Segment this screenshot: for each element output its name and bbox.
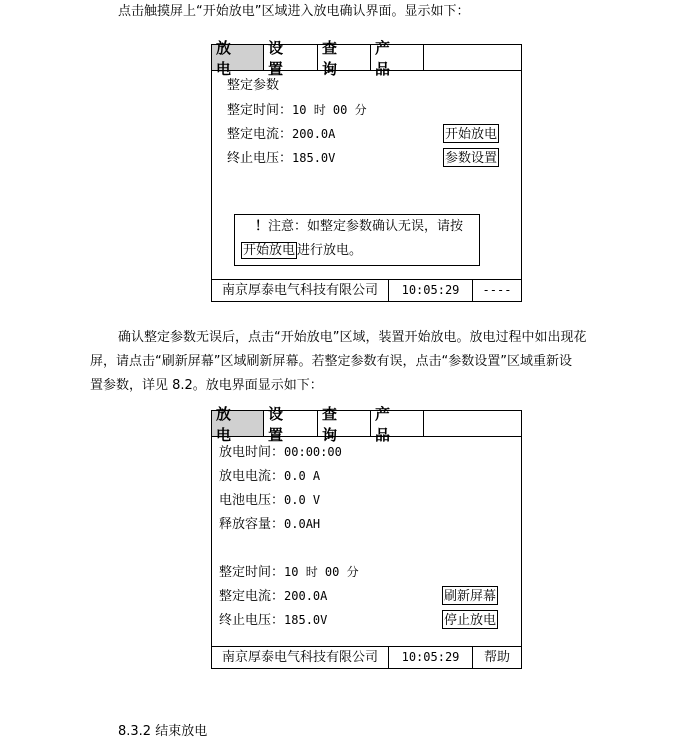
explanation-paragraph xyxy=(90,326,650,398)
discharge-time-value: 00:00:00 xyxy=(284,445,342,459)
set-current-row xyxy=(219,585,327,608)
end-voltage-row xyxy=(227,147,335,170)
discharge-confirm-screen xyxy=(211,38,522,302)
set-current-value: 200.0A xyxy=(292,127,336,141)
discharging-screen xyxy=(211,404,522,669)
discharge-current-value: 0.0 A xyxy=(284,469,321,483)
discharge-time-label: 放电时间： xyxy=(219,445,285,460)
clock: 10:05:29 xyxy=(389,647,473,668)
notice-line-1 xyxy=(241,215,479,239)
battery-voltage-row xyxy=(219,489,320,512)
clock: 10:05:29 xyxy=(389,280,473,301)
notice-suffix: 进行放电。 xyxy=(297,243,363,258)
start-discharge-button[interactable]: 开始放电 xyxy=(443,124,499,143)
tab-query[interactable]: 查 询 xyxy=(318,45,371,70)
released-capacity-row xyxy=(219,513,320,536)
tab-discharge[interactable]: 放 电 xyxy=(212,45,264,70)
end-voltage-label: 终止电压： xyxy=(227,151,293,166)
notice-text: 注意：如整定参数确认无误，请按 xyxy=(268,219,464,234)
status-bar xyxy=(212,646,521,668)
discharge-time-row xyxy=(219,441,342,464)
discharge-current-row xyxy=(219,465,320,488)
tab-discharge[interactable]: 放 电 xyxy=(212,411,264,436)
tab-settings[interactable]: 设 置 xyxy=(264,411,318,436)
battery-voltage-label: 电池电压： xyxy=(219,493,285,508)
company-name: 南京厚泰电气科技有限公司 xyxy=(212,647,389,668)
set-time-row xyxy=(227,99,367,122)
help-button[interactable]: 帮助 xyxy=(483,650,510,665)
tab-query[interactable]: 查 询 xyxy=(318,411,371,436)
notice-box xyxy=(234,214,480,266)
released-capacity-label: 释放容量： xyxy=(219,517,285,532)
set-time-value: 10 时 00 分 xyxy=(284,565,359,579)
param-settings-button[interactable]: 参数设置 xyxy=(443,148,499,167)
set-time-label: 整定时间： xyxy=(219,565,285,580)
set-current-label: 整定电流： xyxy=(227,127,293,142)
paragraph-line-3: 置参数，详见 8.2。放电界面显示如下： xyxy=(90,378,323,393)
section-title: 8.3.2 结束放电 xyxy=(118,724,208,739)
tab-products[interactable]: 产 品 xyxy=(371,45,424,70)
warning-icon: ！ xyxy=(255,219,269,234)
tab-bar xyxy=(212,38,521,78)
tab-products[interactable]: 产 品 xyxy=(371,411,424,436)
set-time-value: 10 时 00 分 xyxy=(292,103,367,117)
stop-discharge-button[interactable]: 停止放电 xyxy=(442,610,498,629)
intro-text: 点击触摸屏上“开始放电”区域进入放电确认界面。显示如下： xyxy=(118,4,470,19)
end-voltage-value: 185.0V xyxy=(284,613,328,627)
refresh-screen-button[interactable]: 刷新屏幕 xyxy=(442,586,498,605)
battery-voltage-value: 0.0 V xyxy=(284,493,321,507)
end-voltage-label: 终止电压： xyxy=(219,613,285,628)
set-current-label: 整定电流： xyxy=(219,589,285,604)
tab-bar xyxy=(212,404,521,444)
paragraph-line-1: 确认整定参数无误后，点击“开始放电”区域，装置开始放电。放电过程中如出现花 xyxy=(118,330,587,345)
set-current-row xyxy=(227,123,335,146)
notice-start-button[interactable]: 开始放电 xyxy=(243,243,296,258)
status-bar xyxy=(212,279,521,301)
end-voltage-row xyxy=(219,609,327,632)
company-name: 南京厚泰电气科技有限公司 xyxy=(212,280,389,301)
set-current-value: 200.0A xyxy=(284,589,328,603)
discharge-current-label: 放电电流： xyxy=(219,469,285,484)
paragraph-line-2: 屏，请点击“刷新屏幕”区域刷新屏幕。若整定参数有误，点击“参数设置”区域重新设 xyxy=(90,354,572,369)
released-capacity-value: 0.0AH xyxy=(284,517,321,531)
param-heading: 整定参数 xyxy=(227,78,280,93)
tab-settings[interactable]: 设 置 xyxy=(264,45,318,70)
end-voltage-value: 185.0V xyxy=(292,151,336,165)
set-time-row xyxy=(219,561,359,584)
status-extra: ---- xyxy=(482,283,512,297)
set-time-label: 整定时间： xyxy=(227,103,293,118)
notice-line-2 xyxy=(241,239,479,263)
